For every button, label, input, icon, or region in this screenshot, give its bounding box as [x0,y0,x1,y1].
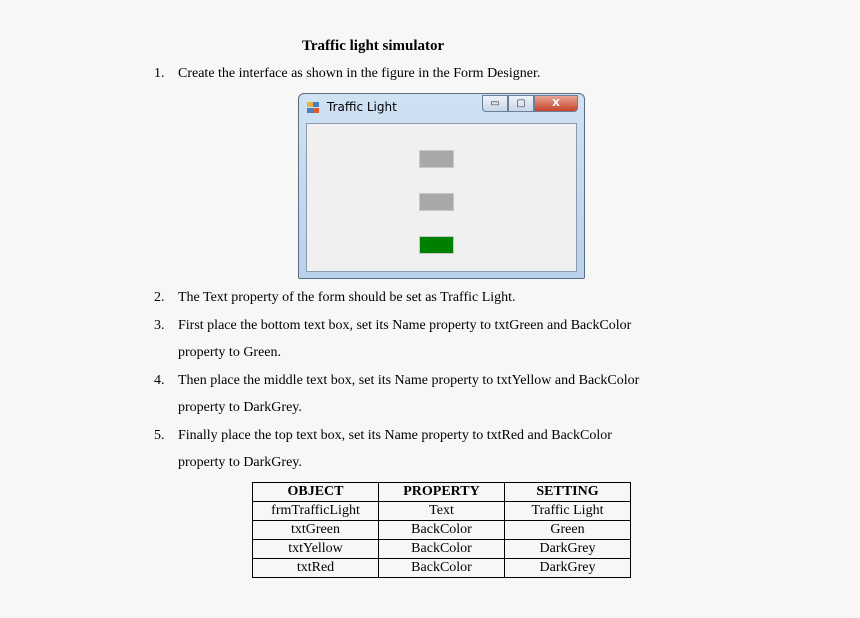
minimize-button[interactable]: ▭ [482,95,508,112]
txt-red-textbox[interactable] [419,150,454,168]
step-text-line1: First place the bottom text box, set its Name property to txtGreen and BackColor [178,318,632,333]
step-text: Create the interface as shown in the figure in the Form Designer. [178,66,541,81]
step-text-line2: property to Green. [178,345,282,360]
window-controls [482,95,578,113]
table-cell: BackColor [379,559,505,578]
table-cell: frmTrafficLight [253,502,379,521]
table-row [253,540,631,559]
txt-green-textbox[interactable] [419,236,454,254]
window-title: Traffic Light [327,100,397,114]
form-icon [307,102,320,114]
table-cell: Text [379,502,505,521]
table-header-row [253,483,631,502]
table-cell: Green [505,521,631,540]
table-cell: BackColor [379,521,505,540]
step-number: 4. [154,373,165,388]
table-cell: txtYellow [253,540,379,559]
step-number: 3. [154,318,165,333]
table-row [253,521,631,540]
table-cell: BackColor [379,540,505,559]
step-text-line2: property to DarkGrey. [178,455,302,470]
properties-table [252,482,631,578]
table-cell: DarkGrey [505,559,631,578]
table-row [253,559,631,578]
close-button[interactable]: X [534,95,578,112]
header-object: OBJECT [253,483,379,502]
header-setting: SETTING [505,483,631,502]
step-number: 5. [154,428,165,443]
step-text-line1: Finally place the top text box, set its Name property to txtRed and BackColor [178,428,612,443]
step-number: 2. [154,290,165,305]
step-text: The Text property of the form should be set as Traffic Light. [178,290,516,305]
document-title: Traffic light simulator [302,38,445,54]
header-property: PROPERTY [379,483,505,502]
table-row [253,502,631,521]
step-text-line2: property to DarkGrey. [178,400,302,415]
step-number: 1. [154,66,165,81]
txt-yellow-textbox[interactable] [419,193,454,211]
table-cell: DarkGrey [505,540,631,559]
step-text-line1: Then place the middle text box, set its Name property to txtYellow and BackColor [178,373,640,388]
maximize-button[interactable]: ▢ [508,95,534,112]
table-cell: Traffic Light [505,502,631,521]
table-cell: txtRed [253,559,379,578]
traffic-light-window [298,93,585,279]
table-cell: txtGreen [253,521,379,540]
form-client-area [306,123,577,272]
